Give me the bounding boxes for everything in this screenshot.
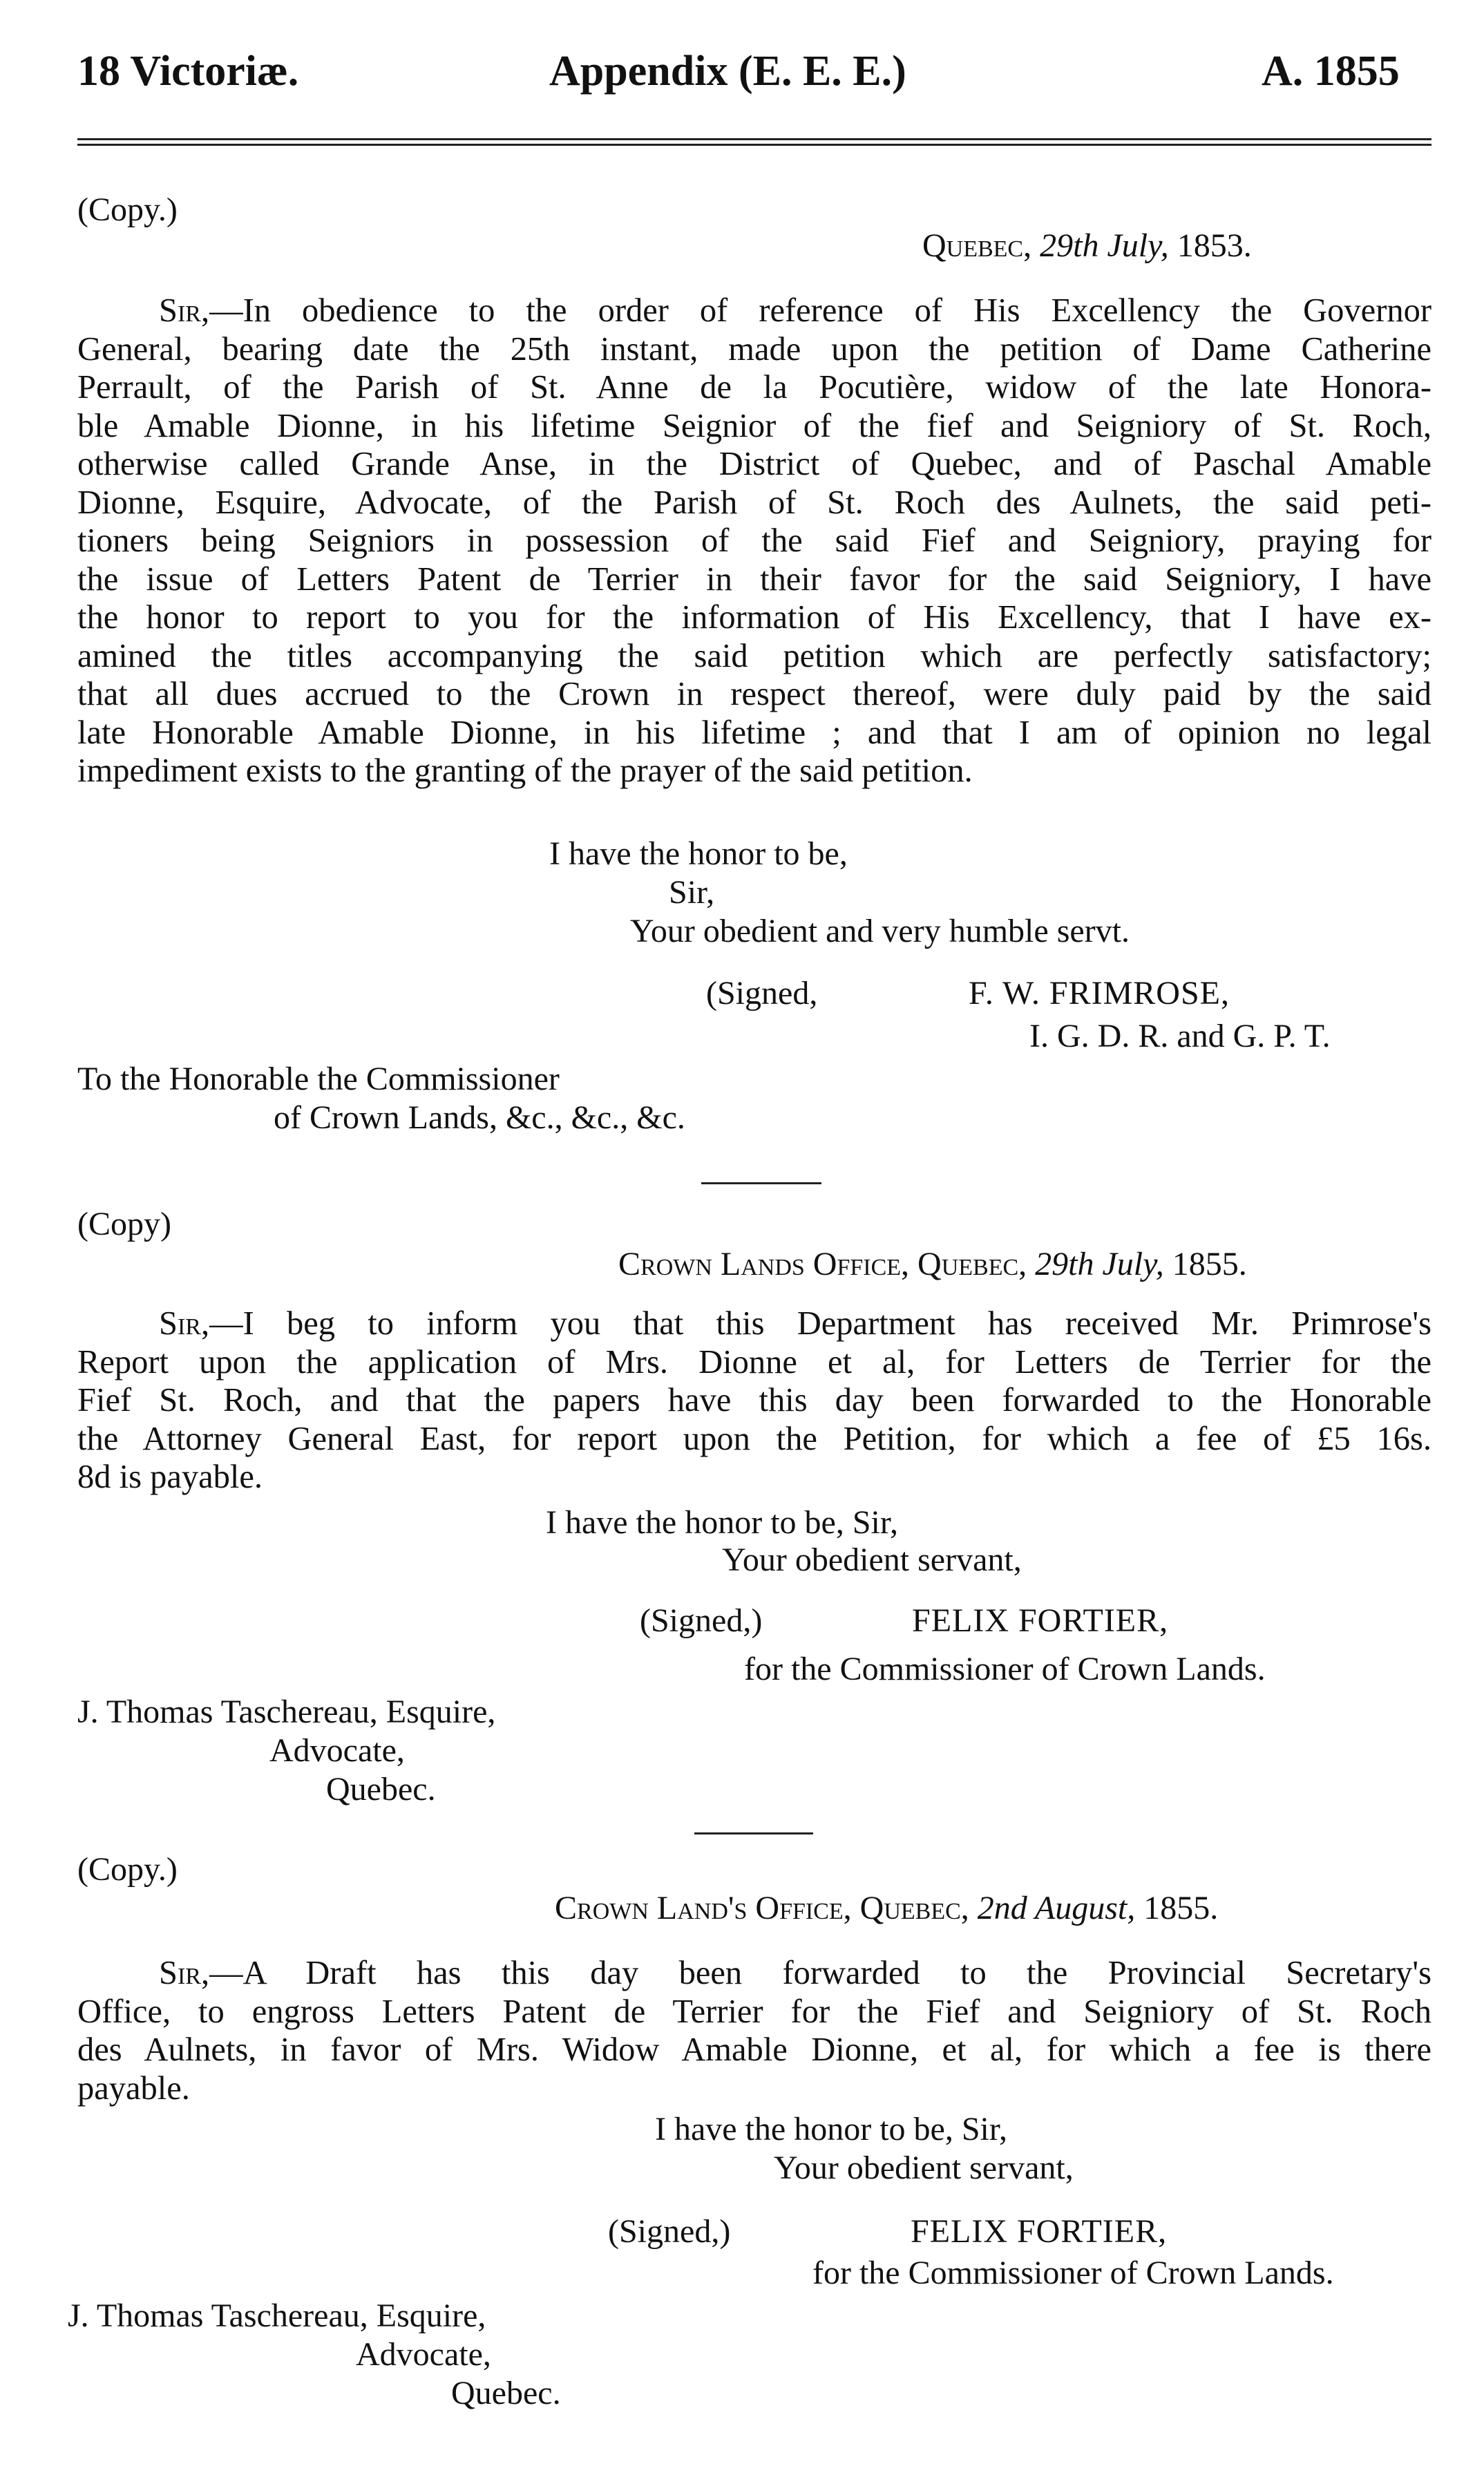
letter2-date: 29th July, [1035, 1246, 1164, 1282]
letter2-body [77, 1305, 1431, 1497]
letter3-place: Crown Land's Office, Quebec, [555, 1890, 969, 1926]
separator-2 [694, 1832, 813, 1834]
header-year: A. 1855 [1262, 48, 1400, 95]
letter2-year: 1855. [1172, 1246, 1247, 1282]
letter3-line-4: payable. [77, 2069, 190, 2107]
letter1-line-13: impediment exists to the granting of the prayer of the said petition. [77, 752, 973, 789]
letter1-line-11: that all dues accrued to the Crown in respect thereof, were duly paid by the said [77, 676, 1431, 712]
letter1-line-12: late Honorable Amable Dionne, in his lifetime ; and that I am of opinion no legal [77, 714, 1431, 751]
letter2-line-4: the Attorney General East, for report upon the Petition, for which a fee of £5 16s. [77, 1420, 1431, 1457]
letter3-signer: FELIX FORTIER, [911, 2213, 1168, 2250]
letter3-addressee-3: Quebec. [451, 2375, 561, 2411]
letter2-signer-title: for the Commissioner of Crown Lands. [744, 1651, 1266, 1687]
letter1-line-6: Dionne, Esquire, Advocate, of the Parish of St. Roch des Aulnets, the said peti- [77, 484, 1431, 521]
letter1-closing-1: I have the honor to be, [549, 835, 848, 872]
letter1-line-4: ble Amable Dionne, in his lifetime Seignior of the fief and Seigniory of St. Roch, [77, 407, 1431, 444]
letter2-addressee-3: Quebec. [326, 1771, 436, 1808]
header-session: 18 Victoriæ. [77, 48, 299, 95]
letter3-signed: (Signed,) [608, 2213, 731, 2250]
letter2-dateline [618, 1248, 1247, 1281]
letter3-signer-title: for the Commissioner of Crown Lands. [812, 2255, 1334, 2291]
letter3-closing-1: I have the honor to be, Sir, [655, 2111, 1007, 2147]
letter3-copy-label: (Copy.) [77, 1851, 178, 1888]
letter1-line-7: tioners being Seigniors in possession of the said Fief and Seigniory, praying for [77, 522, 1431, 559]
letter2-line-5: 8d is payable. [77, 1459, 263, 1495]
letter2-signed: (Signed,) [640, 1602, 763, 1639]
header-rule-bottom [77, 144, 1431, 146]
letter1-signer-title: I. G. D. R. and G. P. T. [1029, 1018, 1331, 1054]
letter1-year: 1853. [1177, 227, 1252, 264]
letter1-copy-label: (Copy.) [77, 191, 178, 228]
letter2-place: Crown Lands Office, Quebec, [618, 1246, 1027, 1282]
letter2-addressee-1: J. Thomas Taschereau, Esquire, [77, 1694, 496, 1730]
letter3-body [77, 1954, 1431, 2107]
letter2-signer: FELIX FORTIER, [912, 1602, 1169, 1639]
letter3-date: 2nd August, [977, 1890, 1136, 1926]
letter1-line-8: the issue of Letters Patent de Terrier in their favor for the said Seigniory, I have [77, 560, 1431, 598]
header-appendix: Appendix (E. E. E.) [549, 48, 906, 95]
letter1-closing-3: Your obedient and very humble servt. [630, 913, 1130, 949]
letter1-addressee-1: To the Honorable the Commissioner [77, 1061, 560, 1097]
letter1-line-3: Perrault, of the Parish of St. Anne de la Pocutière, widow of the late Honora- [77, 369, 1431, 406]
letter1-date: 29th July, [1040, 227, 1169, 264]
letter2-copy-label: (Copy) [77, 1206, 171, 1242]
letter3-line-3: des Aulnets, in favor of Mrs. Widow Amable Dionne, et al, for which a fee is there [77, 2031, 1431, 2068]
separator-1 [701, 1182, 821, 1184]
letter3-addressee-1: J. Thomas Taschereau, Esquire, [68, 2297, 486, 2334]
letter3-line-1: Sir,—A Draft has this day been forwarded to the Provincial Secretary's [159, 1955, 1431, 1991]
letter3-year: 1855. [1143, 1890, 1219, 1926]
letter1-addressee-2: of Crown Lands, &c., &c., &c. [274, 1099, 685, 1136]
letter3-addressee-2: Advocate, [356, 2336, 491, 2373]
letter3-closing-2: Your obedient servant, [774, 2150, 1074, 2186]
letter1-line-5: otherwise called Grande Anse, in the District of Quebec, and of Paschal Amable [77, 446, 1431, 482]
letter1-line-10: amined the titles accompanying the said petition which are perfectly satisfactory; [77, 637, 1431, 674]
letter2-line-2: Report upon the application of Mrs. Dionne et al, for Letters de Terrier for the [77, 1343, 1431, 1381]
letter1-signed: (Signed, [706, 975, 818, 1012]
letter2-addressee-2: Advocate, [269, 1732, 405, 1769]
letter1-line-1: Sir,—In obedience to the order of reference of His Excellency the Governor [159, 292, 1431, 329]
letter3-line-2: Office, to engross Letters Patent de Terrier for the Fief and Seigniory of St. Roch [77, 1993, 1431, 2030]
letter2-closing-1: I have the honor to be, Sir, [546, 1504, 898, 1541]
letter1-place: Quebec, [922, 227, 1032, 264]
letter1-body [77, 292, 1431, 790]
letter1-signer: F. W. FRIMROSE, [969, 975, 1230, 1012]
letter2-line-1: Sir,—I beg to inform you that this Department has received Mr. Primrose's [159, 1305, 1431, 1342]
letter1-line-2: General, bearing date the 25th instant, made upon the petition of Dame Catherine [77, 330, 1431, 368]
header-rule-top [77, 138, 1431, 140]
letter1-dateline [922, 229, 1252, 263]
letter2-line-3: Fief St. Roch, and that the papers have this day been forwarded to the Honorable [77, 1382, 1431, 1419]
letter1-line-9: the honor to report to you for the information of His Excellency, that I have ex- [77, 599, 1431, 636]
letter3-dateline [555, 1892, 1218, 1925]
letter1-closing-2: Sir, [669, 874, 715, 911]
letter2-closing-2: Your obedient servant, [722, 1542, 1022, 1578]
